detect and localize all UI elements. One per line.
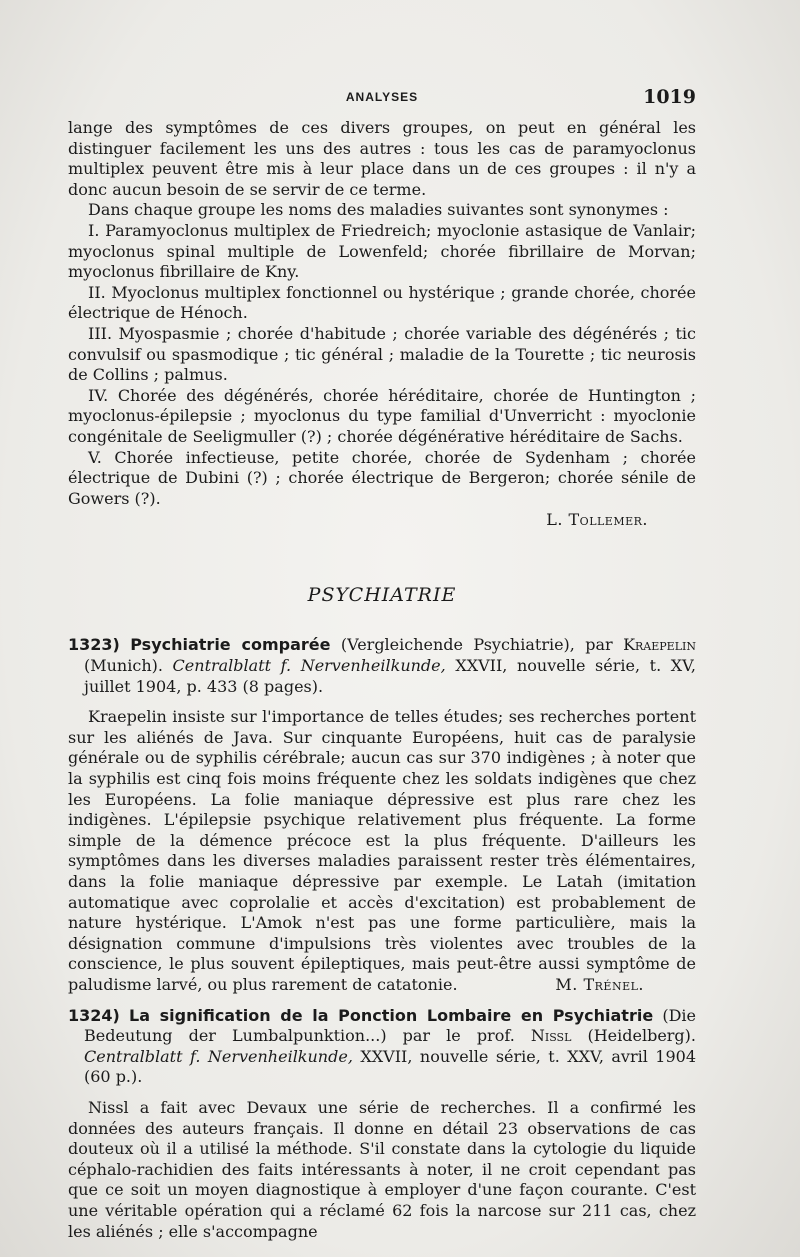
synonym-group-1: I. Paramyoclonus multiplex de Friedreich; myoclonie astasique de Vanlair; myoclonus spinal multiple de Lowenfeld; chorée fibrillaire de Morvan; myoclonus fibrillaire de Kny. — [68, 220, 696, 282]
entry-body: Nissl a fait avec Devaux une série de recherches. Il a confirmé les données des auteurs français. Il donne en détail 23 observations de cas douteux où il a utilisé la méthode. S'il constate dans la cytologie du liquide céphalo-rachidien des faits intéressants à noter, il ne croit cependant pas que ce soit un moyen diagnostique à employer d'une façon courante. C'est une véritable opération qui a réclamé 62 fois la narcose sur 211 cas, chez les aliénés ; elle s'accompagne — [68, 1097, 696, 1241]
page-body — [68, 118, 696, 1242]
entry-title: La signification de la Ponction Lombaire en Psychiatrie — [129, 1005, 654, 1025]
entry-author: Kraepelin — [623, 635, 696, 655]
entry-ref: (Vergleichende Psychiatrie), par — [330, 635, 624, 655]
entry-1324 — [68, 1006, 696, 1243]
entry-journal: Centralblatt f. Nervenheilkunde, — [84, 1046, 353, 1066]
paragraph: lange des symptômes de ces divers groupes, on peut en général les distinguer facilement les uns des autres : tous les cas de paramyoclonus multiplex peuvent être mis à leur place dans un de ces groupes : il n'y a donc aucun besoin de se servir de ce terme. — [68, 118, 696, 199]
running-head: ANALYSES — [345, 90, 419, 104]
author-signature: L. Tollemer. — [546, 510, 648, 530]
entry-journal: Centralblatt f. Nervenheilkunde, — [172, 656, 446, 676]
author-signature: M. Trénel. — [555, 974, 644, 994]
entry-ref: XXVII, nouvelle série, t. XV, juillet 1904, p. 433 (8 pages). — [84, 656, 696, 696]
entry-heading — [68, 635, 696, 697]
entry-heading — [68, 1006, 696, 1088]
synonym-group-4: IV. Chorée des dégénérés, chorée héréditaire, chorée de Huntington ; myoclonus-épilepsie ; myoclonus du type familial d'Unverricht : myoclonie congénitale de Seeligmuller (?) ; chorée dégénérative héréditaire de Sachs. — [68, 385, 696, 446]
section-title: PSYCHIATRIE — [307, 583, 457, 606]
entry-title: Psychiatrie comparée — [130, 635, 331, 655]
entry-ref: (Die Bedeutung der Lumbalpunktion...) par le prof. — [84, 1005, 696, 1046]
entry-author: Nissl — [530, 1026, 572, 1046]
page-number: 1019 — [643, 86, 696, 108]
entry-body — [68, 707, 696, 995]
entry-body-text: Kraepelin insiste sur l'importance de telles études; ses recherches portent sur les aliénés de Java. Sur cinquante Européens, huit cas de paralysie générale ou de syphilis cérébrale; aucun cas sur 370 indigènes ; à noter que la syphilis est cinq fois moins fréquente chez les soldats indigènes que chez les Européens. La folie maniaque dépressive est plus rare chez les indigènes. L'épilepsie psychique relativement plus fréquente. La forme simple de la démence précoce est la plus fréquente. D'ailleurs les symptômes dans les diverses maladies paraissent rester très élémentaires, dans la folie maniaque dépressive par exemple. Le Latah (imitation automatique avec coprolalie et accès d'excitation) est probablement de nature hystérique. L'Amok n'est pas une forme particulière, mais la désignation commune d'impulsions très violentes avec troubles de la conscience, le plus souvent épileptiques, mais peut-être aussi symptôme de paludisme larvé, ou plus rarement de catatonie. — [68, 707, 696, 994]
entry-ref: (Heidelberg). — [571, 1026, 697, 1046]
entry-ref: XXVII, nouvelle série, t. XXV, avril 1904 (60 p.). — [84, 1046, 697, 1087]
entry-number: 1323) — [68, 635, 120, 655]
entry-ref: (Munich). — [84, 656, 173, 676]
page-header — [68, 86, 696, 112]
synonym-group-5: V. Chorée infectieuse, petite chorée, chorée de Sydenham ; chorée électrique de Dubini (?) ; chorée électrique de Bergeron; chorée sénile de Gowers (?). — [68, 447, 696, 508]
entry-number: 1324) — [68, 1005, 120, 1025]
paragraph: Dans chaque groupe les noms des maladies suivantes sont synonymes : — [88, 200, 669, 220]
entry-1323 — [68, 635, 696, 995]
synonym-group-2: II. Myoclonus multiplex fonctionnel ou hystérique ; grande chorée, chorée électrique de Hénoch. — [68, 282, 696, 323]
synonym-group-3: III. Myospasmie ; chorée d'habitude ; chorée variable des dégénérés ; tic convulsif ou spasmodique ; tic général ; maladie de la Tourette ; tic neurosis de Collins ; palmus. — [68, 323, 696, 385]
